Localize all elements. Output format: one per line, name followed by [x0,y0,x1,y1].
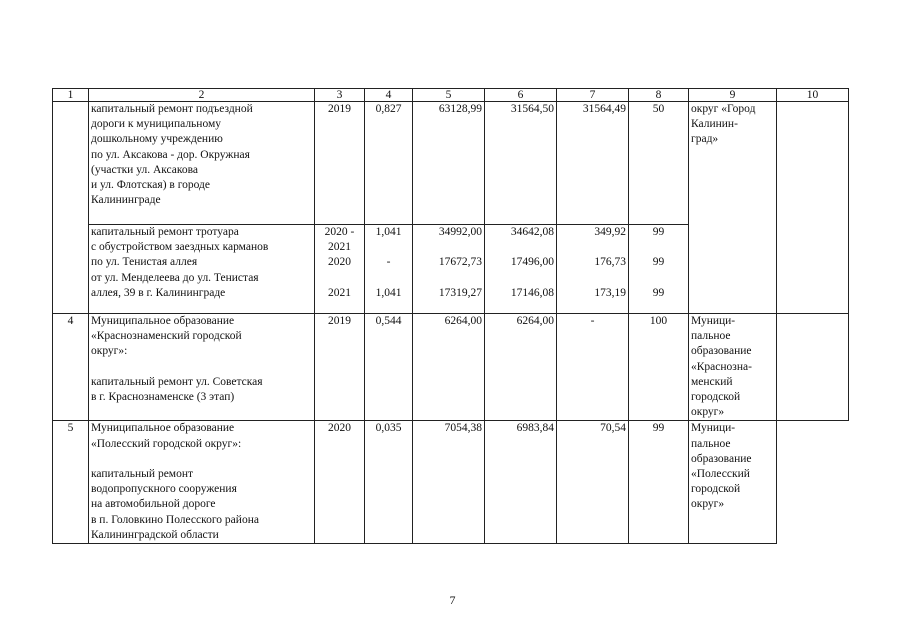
regional-budget-cell: 31564,50 [485,102,557,225]
local-budget-cell: 70,54 [557,421,629,544]
percent-cell: 50 [629,102,689,225]
column-number: 6 [485,89,557,102]
recipient-line: пальное [691,330,731,343]
column-numbers-row [53,89,849,102]
total-value: 34992,00 [438,226,482,238]
local-budget-cell [557,225,629,314]
year-value: 2020 - 2021 [324,226,355,254]
recipient-cell [689,102,777,314]
year-cell [315,225,365,314]
recipient-line: град» [691,133,719,146]
local-budget-cell: 31564,49 [557,102,629,225]
row-number-cell [53,102,89,314]
description-line: дошкольному учреждению [91,133,223,146]
year-cell: 2019 [315,314,365,421]
description-line: капитальный ремонт тротуара [91,226,239,238]
local-value: 173,19 [594,286,626,299]
recipient-line: Муници- [691,422,736,435]
regional-budget-cell [485,225,557,314]
row-number-cell: 5 [53,421,89,544]
recipient-line: образование [691,452,752,465]
description-line: округ»: [91,345,128,358]
description-line: (участки ул. Аксакова [91,163,199,176]
note-cell [777,102,849,314]
note-cell [777,421,849,544]
recipient-line: городской [691,391,741,404]
description-line: капитальный ремонт ул. Советская [91,375,263,388]
recipient-line: образование [691,345,752,358]
length-value: - [386,256,391,269]
row-number-cell: 4 [53,314,89,421]
percent-value: 99 [652,256,665,269]
length-cell: 0,827 [365,102,413,225]
total-cost-cell: 63128,99 [413,102,485,225]
description-line: «Краснознаменский городской [91,330,242,343]
description-line: на автомобильной дороге [91,498,216,511]
recipient-line: городской [691,483,741,496]
length-value: 1,041 [375,226,402,238]
percent-value: 99 [652,226,665,238]
percent-value: 99 [652,286,665,299]
column-number: 1 [53,89,89,102]
description-line: капитальный ремонт [91,468,194,481]
description-cell [89,102,315,225]
percent-cell: 99 [629,421,689,544]
description-line: водопропускного сооружения [91,483,237,496]
regional-budget-cell: 6264,00 [485,314,557,421]
percent-cell: 100 [629,314,689,421]
description-cell [89,225,315,314]
column-number: 8 [629,89,689,102]
recipient-line: «Полесский [691,468,750,481]
length-cell: 0,035 [365,421,413,544]
description-line: Муниципальное образование [91,422,235,435]
recipient-line: округ «Город [691,103,756,115]
total-cost-cell [413,225,485,314]
recipient-line: пальное [691,437,731,450]
column-number: 5 [413,89,485,102]
recipient-line: округ» [691,406,725,419]
recipient-line: округ» [691,498,725,511]
recipient-cell [689,314,777,421]
regional-budget-cell: 6983,84 [485,421,557,544]
year-cell: 2020 [315,421,365,544]
total-cost-cell: 7054,38 [413,421,485,544]
description-line: от ул. Менделеева до ул. Тенистая [91,271,259,284]
description-line: по ул. Тенистая аллея [91,256,198,269]
table-row [53,421,849,544]
total-value: 17672,73 [438,256,482,269]
description-line: Муниципальное образование [91,315,235,327]
description-line: Калининградской области [91,528,219,541]
local-value: 176,73 [594,256,626,269]
program-table [52,88,849,544]
description-cell [89,421,315,544]
table-row [53,314,849,421]
column-number: 4 [365,89,413,102]
recipient-cell [689,421,777,544]
year-cell: 2019 [315,102,365,225]
column-number: 10 [777,89,849,102]
column-number: 2 [89,89,315,102]
total-value: 17319,27 [438,286,482,299]
length-value: 1,041 [375,286,402,299]
recipient-line: «Краснозна- [691,360,752,373]
year-value: 2021 [328,286,351,299]
column-number: 3 [315,89,365,102]
recipient-line: Муници- [691,315,736,327]
page-number: 7 [449,593,456,607]
note-cell [777,314,849,421]
description-cell [89,314,315,421]
length-cell [365,225,413,314]
description-line: и ул. Флотская) в городе [91,179,211,192]
description-line: в п. Головкино Полесского района [91,513,259,526]
regional-value: 17496,00 [510,256,554,269]
description-line: по ул. Аксакова - дор. Окружная [91,148,250,161]
percent-cell [629,225,689,314]
description-line: аллея, 39 в г. Калининграде [91,286,226,299]
recipient-line: менский [691,375,733,388]
regional-value: 34642,08 [510,226,554,238]
recipient-line: Калинин- [691,118,738,131]
description-line: Калининграде [91,194,161,207]
local-value: 349,92 [594,226,626,238]
length-cell: 0,544 [365,314,413,421]
description-line: капитальный ремонт подъездной [91,103,253,115]
year-value: 2020 [328,256,351,269]
description-line: дороги к муниципальному [91,118,222,131]
local-budget-cell: - [557,314,629,421]
description-line: с обустройством заездных карманов [91,241,269,254]
description-line: в г. Краснознаменске (3 этап) [91,391,235,403]
total-cost-cell: 6264,00 [413,314,485,421]
column-number: 9 [689,89,777,102]
table-row [53,102,849,225]
column-number: 7 [557,89,629,102]
regional-value: 17146,08 [510,286,554,299]
description-line: «Полесский городской округ»: [91,437,242,450]
